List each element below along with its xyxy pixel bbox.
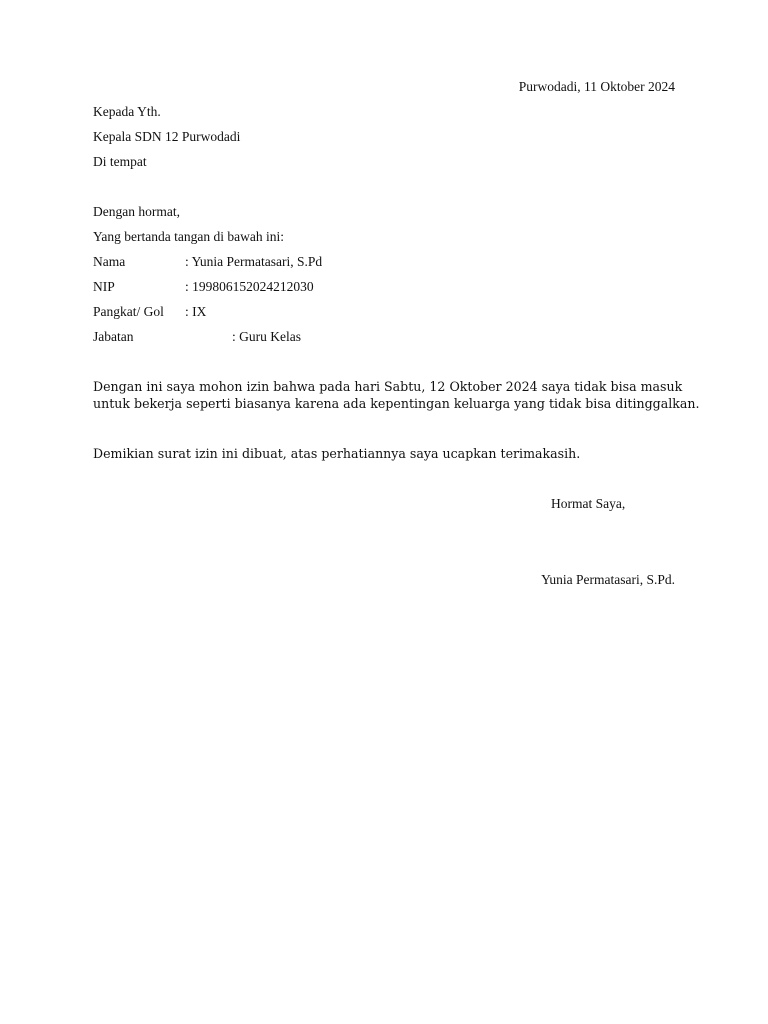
salutation: Dengan hormat, [93,204,180,219]
body-line-1: Dengan ini saya mohon izin bahwa pada hari Sabtu, 12 Oktober 2024 saya tidak bisa masuk [93,379,683,394]
field-value-nip: : 199806152024212030 [185,279,314,294]
body-line-2: untuk bekerja seperti biasanya karena ada kepentingan keluarga yang tidak bisa ditinggalkan. [93,396,700,411]
field-label-jabatan: Jabatan [93,329,134,344]
recipient-line-3: Di tempat [93,154,147,169]
field-value-jabatan: : Guru Kelas [232,329,301,344]
signer-name: Yunia Permatasari, S.Pd. [541,572,675,587]
intro-text: Yang bertanda tangan di bawah ini: [93,229,284,244]
place-date: Purwodadi, 11 Oktober 2024 [518,79,675,94]
field-label-nama: Nama [93,254,126,269]
field-label-nip: NIP [93,279,115,294]
recipient-line-1: Kepada Yth. [93,104,161,119]
recipient-line-2: Kepala SDN 12 Purwodadi [93,129,241,144]
regards-text: Hormat Saya, [551,496,626,511]
field-value-pangkat: : IX [185,304,207,319]
body-paragraph [93,378,700,412]
field-value-nama: : Yunia Permatasari, S.Pd [185,254,323,269]
closing-text: Demikian surat izin ini dibuat, atas perhatiannya saya ucapkan terimakasih. [93,446,581,461]
field-label-pangkat: Pangkat/ Gol [93,304,164,319]
